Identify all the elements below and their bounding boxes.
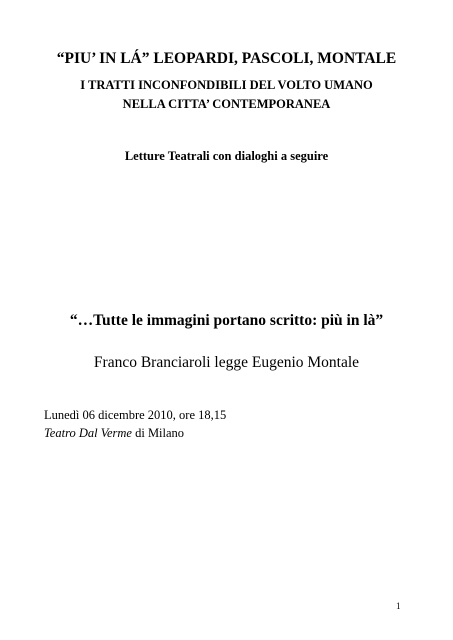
venue-name: Teatro Dal Verme [44,426,132,440]
event-date-time: Lunedì 06 dicembre 2010, ore 18,15 [44,408,227,422]
document-title: “PIU’ IN LÁ” LEOPARDI, PASCOLI, MONTALE [56,50,397,67]
quote-heading: “…Tutte le immagini portano scritto: più in là” [69,312,384,329]
reader-line: Franco Branciaroli legge Eugenio Montale [93,354,360,371]
page-number: 1 [396,601,401,611]
venue-city: di Milano [131,426,185,440]
document-subtitle-line-1: I TRATTI INCONFONDIBILI DEL VOLTO UMANO [80,78,373,92]
document-subtitle-line-2: NELLA CITTA’ CONTEMPORANEA [122,97,331,111]
event-venue [44,425,184,441]
event-type: Letture Teatrali con dialoghi a seguire [124,149,329,163]
